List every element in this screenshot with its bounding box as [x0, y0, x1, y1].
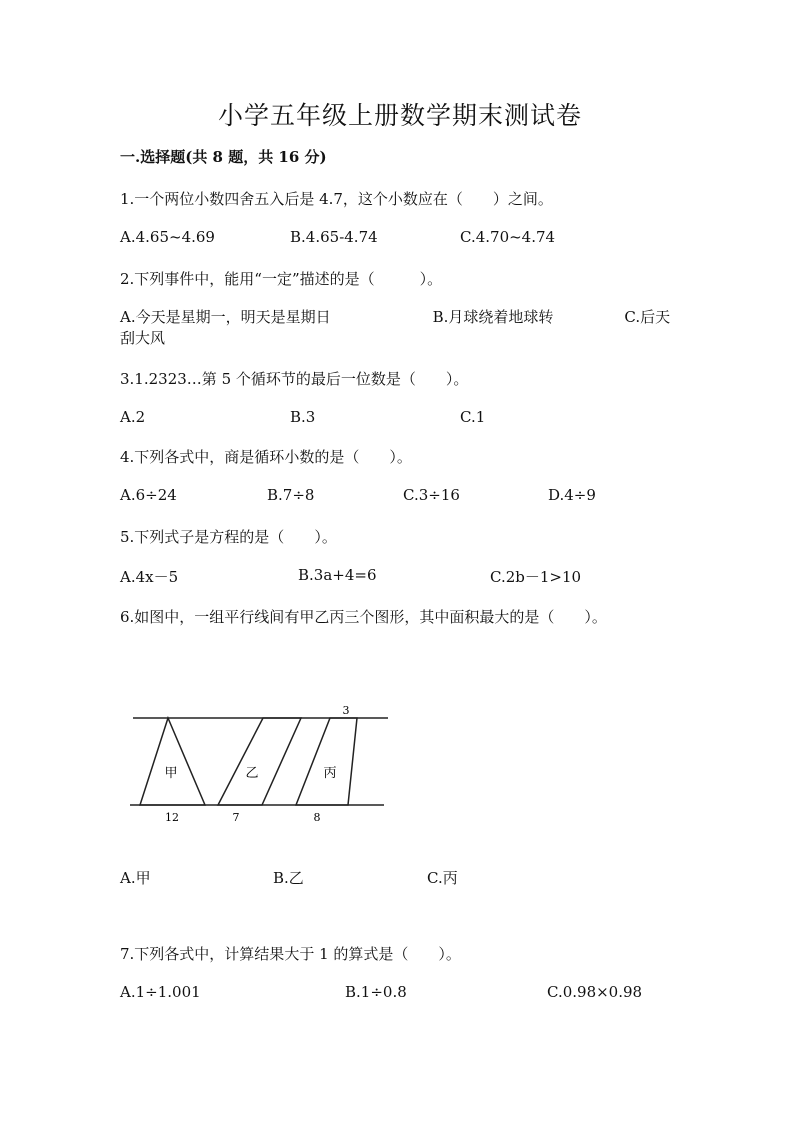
question-3: 3.1.2323…第 5 个循环节的最后一位数是（ ）。	[120, 370, 469, 388]
question-1: 1.一个两位小数四舍五入后是 4.7，这个小数应在（ ）之间。	[120, 190, 553, 208]
label-bing: 丙	[323, 766, 337, 781]
q6-option-c: C.丙	[427, 869, 458, 887]
section-heading: 一.选择题(共 8 题，共 16 分)	[120, 148, 327, 166]
q4-option-d: D.4÷9	[548, 486, 596, 504]
question-4: 4.下列各式中，商是循环小数的是（ ）。	[120, 448, 412, 466]
q3-option-b: B.3	[290, 408, 316, 426]
q4-option-b: B.7÷8	[267, 486, 315, 504]
q5-option-c: C.2b－1>10	[490, 568, 582, 586]
q1-option-a: A.4.65~4.69	[120, 228, 215, 246]
label-12: 12	[165, 811, 179, 824]
q2-option-b: B.月球绕着地球转	[432, 308, 554, 326]
q6-option-a: A.甲	[120, 869, 151, 887]
q1-option-b: B.4.65-4.74	[290, 228, 378, 246]
page-title: 小学五年级上册数学期末测试卷	[217, 101, 582, 130]
q1-option-c: C.4.70~4.74	[460, 228, 556, 246]
question-2: 2.下列事件中，能用“一定”描述的是（ ）。	[120, 270, 443, 288]
label-top-3: 3	[342, 704, 350, 717]
question-5: 5.下列式子是方程的是（ ）。	[120, 528, 337, 546]
trapezoid-bing	[296, 718, 357, 805]
q7-option-b: B.1÷0.8	[345, 983, 407, 1001]
label-yi: 乙	[245, 766, 259, 781]
question-7: 7.下列各式中，计算结果大于 1 的算式是（ ）。	[120, 945, 461, 963]
question-6: 6.如图中，一组平行线间有甲乙丙三个图形，其中面积最大的是（ ）。	[120, 608, 607, 626]
q4-option-c: C.3÷16	[403, 486, 460, 504]
q4-option-a: A.6÷24	[120, 486, 177, 504]
q3-option-c: C.1	[460, 408, 486, 426]
label-jia: 甲	[164, 766, 178, 781]
q7-option-c: C.0.98×0.98	[547, 983, 643, 1001]
q2-option-a: A.今天是星期一，明天是星期日	[120, 308, 331, 326]
q3-option-a: A.2	[120, 408, 146, 426]
parallelogram-yi	[218, 718, 301, 805]
q7-option-a: A.1÷1.001	[120, 983, 201, 1001]
q6-option-b: B.乙	[273, 869, 304, 887]
triangle-jia	[140, 718, 205, 805]
label-7: 7	[232, 811, 240, 824]
q2-option-c: C.后天刮大风	[120, 308, 671, 347]
q5-option-a: A.4x－5	[120, 568, 179, 586]
q5-option-b: B.3a+4=6	[298, 566, 377, 584]
label-8: 8	[313, 811, 321, 824]
